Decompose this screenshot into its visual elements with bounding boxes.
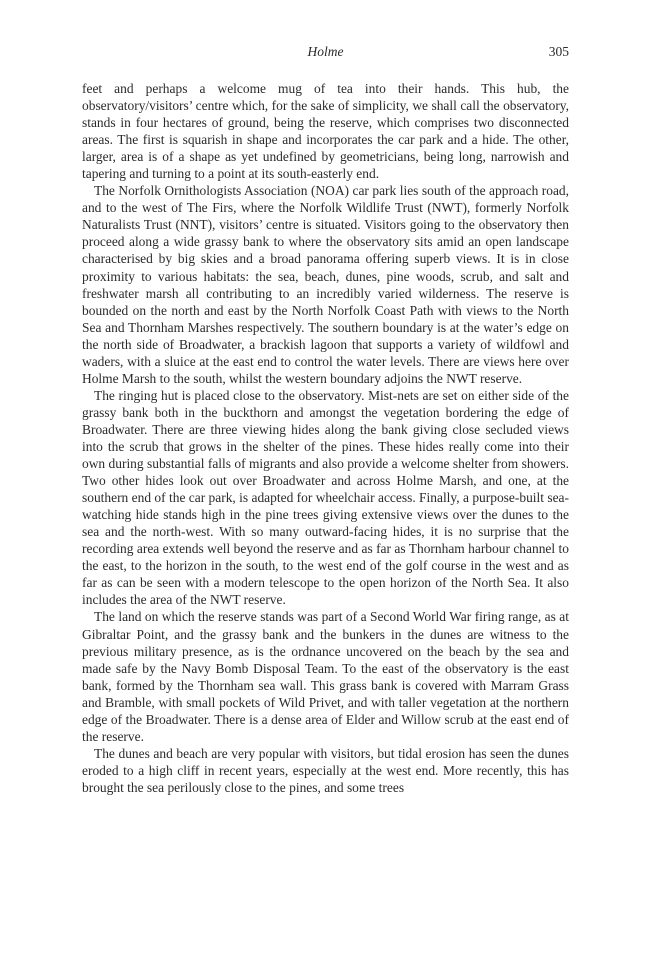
page-number: 305 — [548, 44, 569, 59]
paragraph-1: feet and perhaps a welcome mug of tea into their hands. This hub, the observatory/visitors’ centre which, for the sake of simplicity, we shall call the observatory, stands in four hectares of ground, being the reserve, which comprises two disconnected areas. The first is squarish in shape and incorporates the car park and a hide. The other, larger, area is of a shape as yet undefined by geometricians, being long, narrowish and tapering and turning to a point at its south-easterly end. — [82, 81, 569, 182]
running-head-title: Holme — [307, 44, 344, 59]
paragraph-2: The Norfolk Ornithologists Association (NOA) car park lies south of the approach road, and to the west of The Firs, where the Norfolk Wildlife Trust (NWT), formerly Norfolk Naturalists Trust (NNT), visitors’ centre is situated. Visitors going to the observatory then proceed along a wide grassy bank to where the observatory sits amid an open landscape characterised by big skies and a broad panorama offering superb views. It is in close proximity to various habitats: the sea, beach, dunes, pine woods, scrub, and salt and freshwater marsh all contributing to an incredibly varied wilderness. The reserve is bounded on the north and east by the North Norfolk Coast Path with views to the North Sea and Thornham Marshes respectively. The southern boundary is at the water’s edge on the north side of Broadwater, a brackish lagoon that supports a variety of wildfowl and waders, with a sluice at the east end to control the water levels. There are views here over Holme Marsh to the south, whilst the western boundary adjoins the NWT reserve. — [82, 183, 569, 386]
paragraph-4: The land on which the reserve stands was part of a Second World War firing range, as at Gibraltar Point, and the grassy bank and the bunkers in the dunes are witness to the previous military presence, as is the ordnance uncovered on the beach by the sea and made safe by the Navy Bomb Disposal Team. To the east of the observatory is the east bank, formed by the Thornham sea wall. This grass bank is covered with Marram Grass and Bramble, with small pockets of Wild Privet, and with taller vegetation at the northern edge of the Broadwater. There is a dense area of Elder and Willow scrub at the east end of the reserve. — [82, 609, 569, 744]
running-head — [82, 44, 569, 66]
book-page — [82, 44, 569, 796]
paragraph-3: The ringing hut is placed close to the observatory. Mist-nets are set on either side of the grassy bank both in the buckthorn and amongst the vegetation bordering the edge of Broadwater. There are three viewing hides along the bank giving close secluded views into the scrub that grows in the shelter of the pines. These hides really come into their own during substantial falls of migrants and also provide a welcome shelter from showers. Two other hides look out over Broadwater and across Holme Marsh, and one, at the southern end of the car park, is adapted for wheelchair access. Finally, a purpose-built sea-watching hide stands high in the pine trees giving extensive views over the dunes to the sea and the north-west. With so many outward-facing hides, it is no surprise that the recording area extends well beyond the reserve and as far as Thornham harbour channel to the east, to the horizon in the south, to the west end of the golf course in the west and as far as can be seen with a modern telescope to the open horizon of the North Sea. It also includes the area of the NWT reserve. — [82, 387, 569, 608]
paragraph-5: The dunes and beach are very popular with visitors, but tidal erosion has seen the dunes eroded to a high cliff in recent years, especially at the west end. More recently, this has brought the sea perilously close to the pines, and some trees — [82, 745, 569, 795]
body-text — [82, 80, 569, 796]
